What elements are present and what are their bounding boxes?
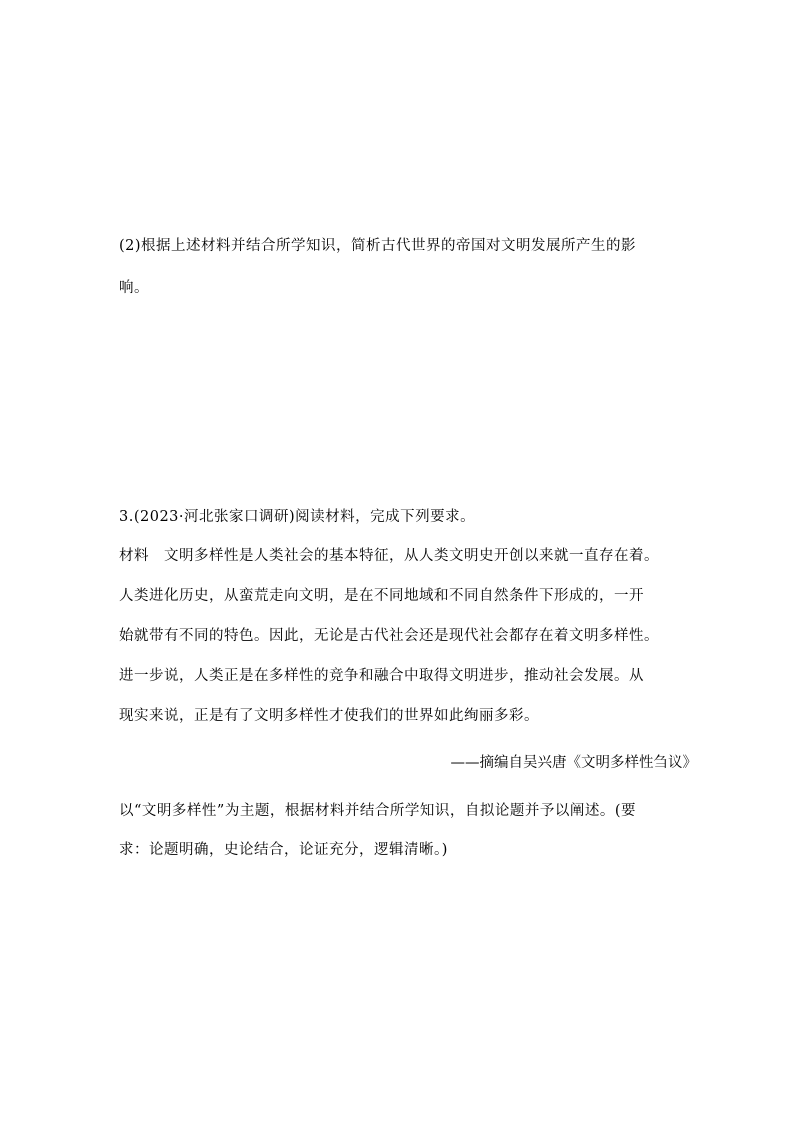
q3-material-line-4: 进一步说，人类正是在多样性的竞争和融合中取得文明进步，推动社会发展。从 [119, 668, 644, 684]
q2-text-line-1: (2)根据上述材料并结合所学知识，简析古代世界的帝国对文明发展所产生的影 [119, 238, 637, 254]
q3-material-line-1: 材料 文明多样性是人类社会的基本特征，从人类文明史开创以来就一直存在着。 [119, 548, 659, 564]
q3-task-line-2: 求：论题明确，史论结合，论证充分，逻辑清晰。) [119, 842, 448, 858]
q3-heading: 3.(2023·河北张家口调研)阅读材料，完成下列要求。 [119, 509, 476, 525]
q3-material-line-5: 现实来说，正是有了文明多样性才使我们的世界如此绚丽多彩。 [119, 708, 539, 724]
q3-material-line-3: 始就带有不同的特色。因此，无论是古代社会还是现代社会都存在着文明多样性。 [119, 628, 659, 644]
q2-text-line-2: 响。 [119, 280, 149, 296]
q3-material-line-2: 人类进化历史，从蛮荒走向文明，是在不同地域和不同自然条件下形成的，一开 [119, 588, 644, 604]
q3-attribution: ——摘编自吴兴唐《文明多样性刍议》 [450, 755, 697, 771]
q3-task-line-1: 以“文明多样性”为主题，根据材料并结合所学知识，自拟论题并予以阐述。(要 [119, 803, 636, 819]
